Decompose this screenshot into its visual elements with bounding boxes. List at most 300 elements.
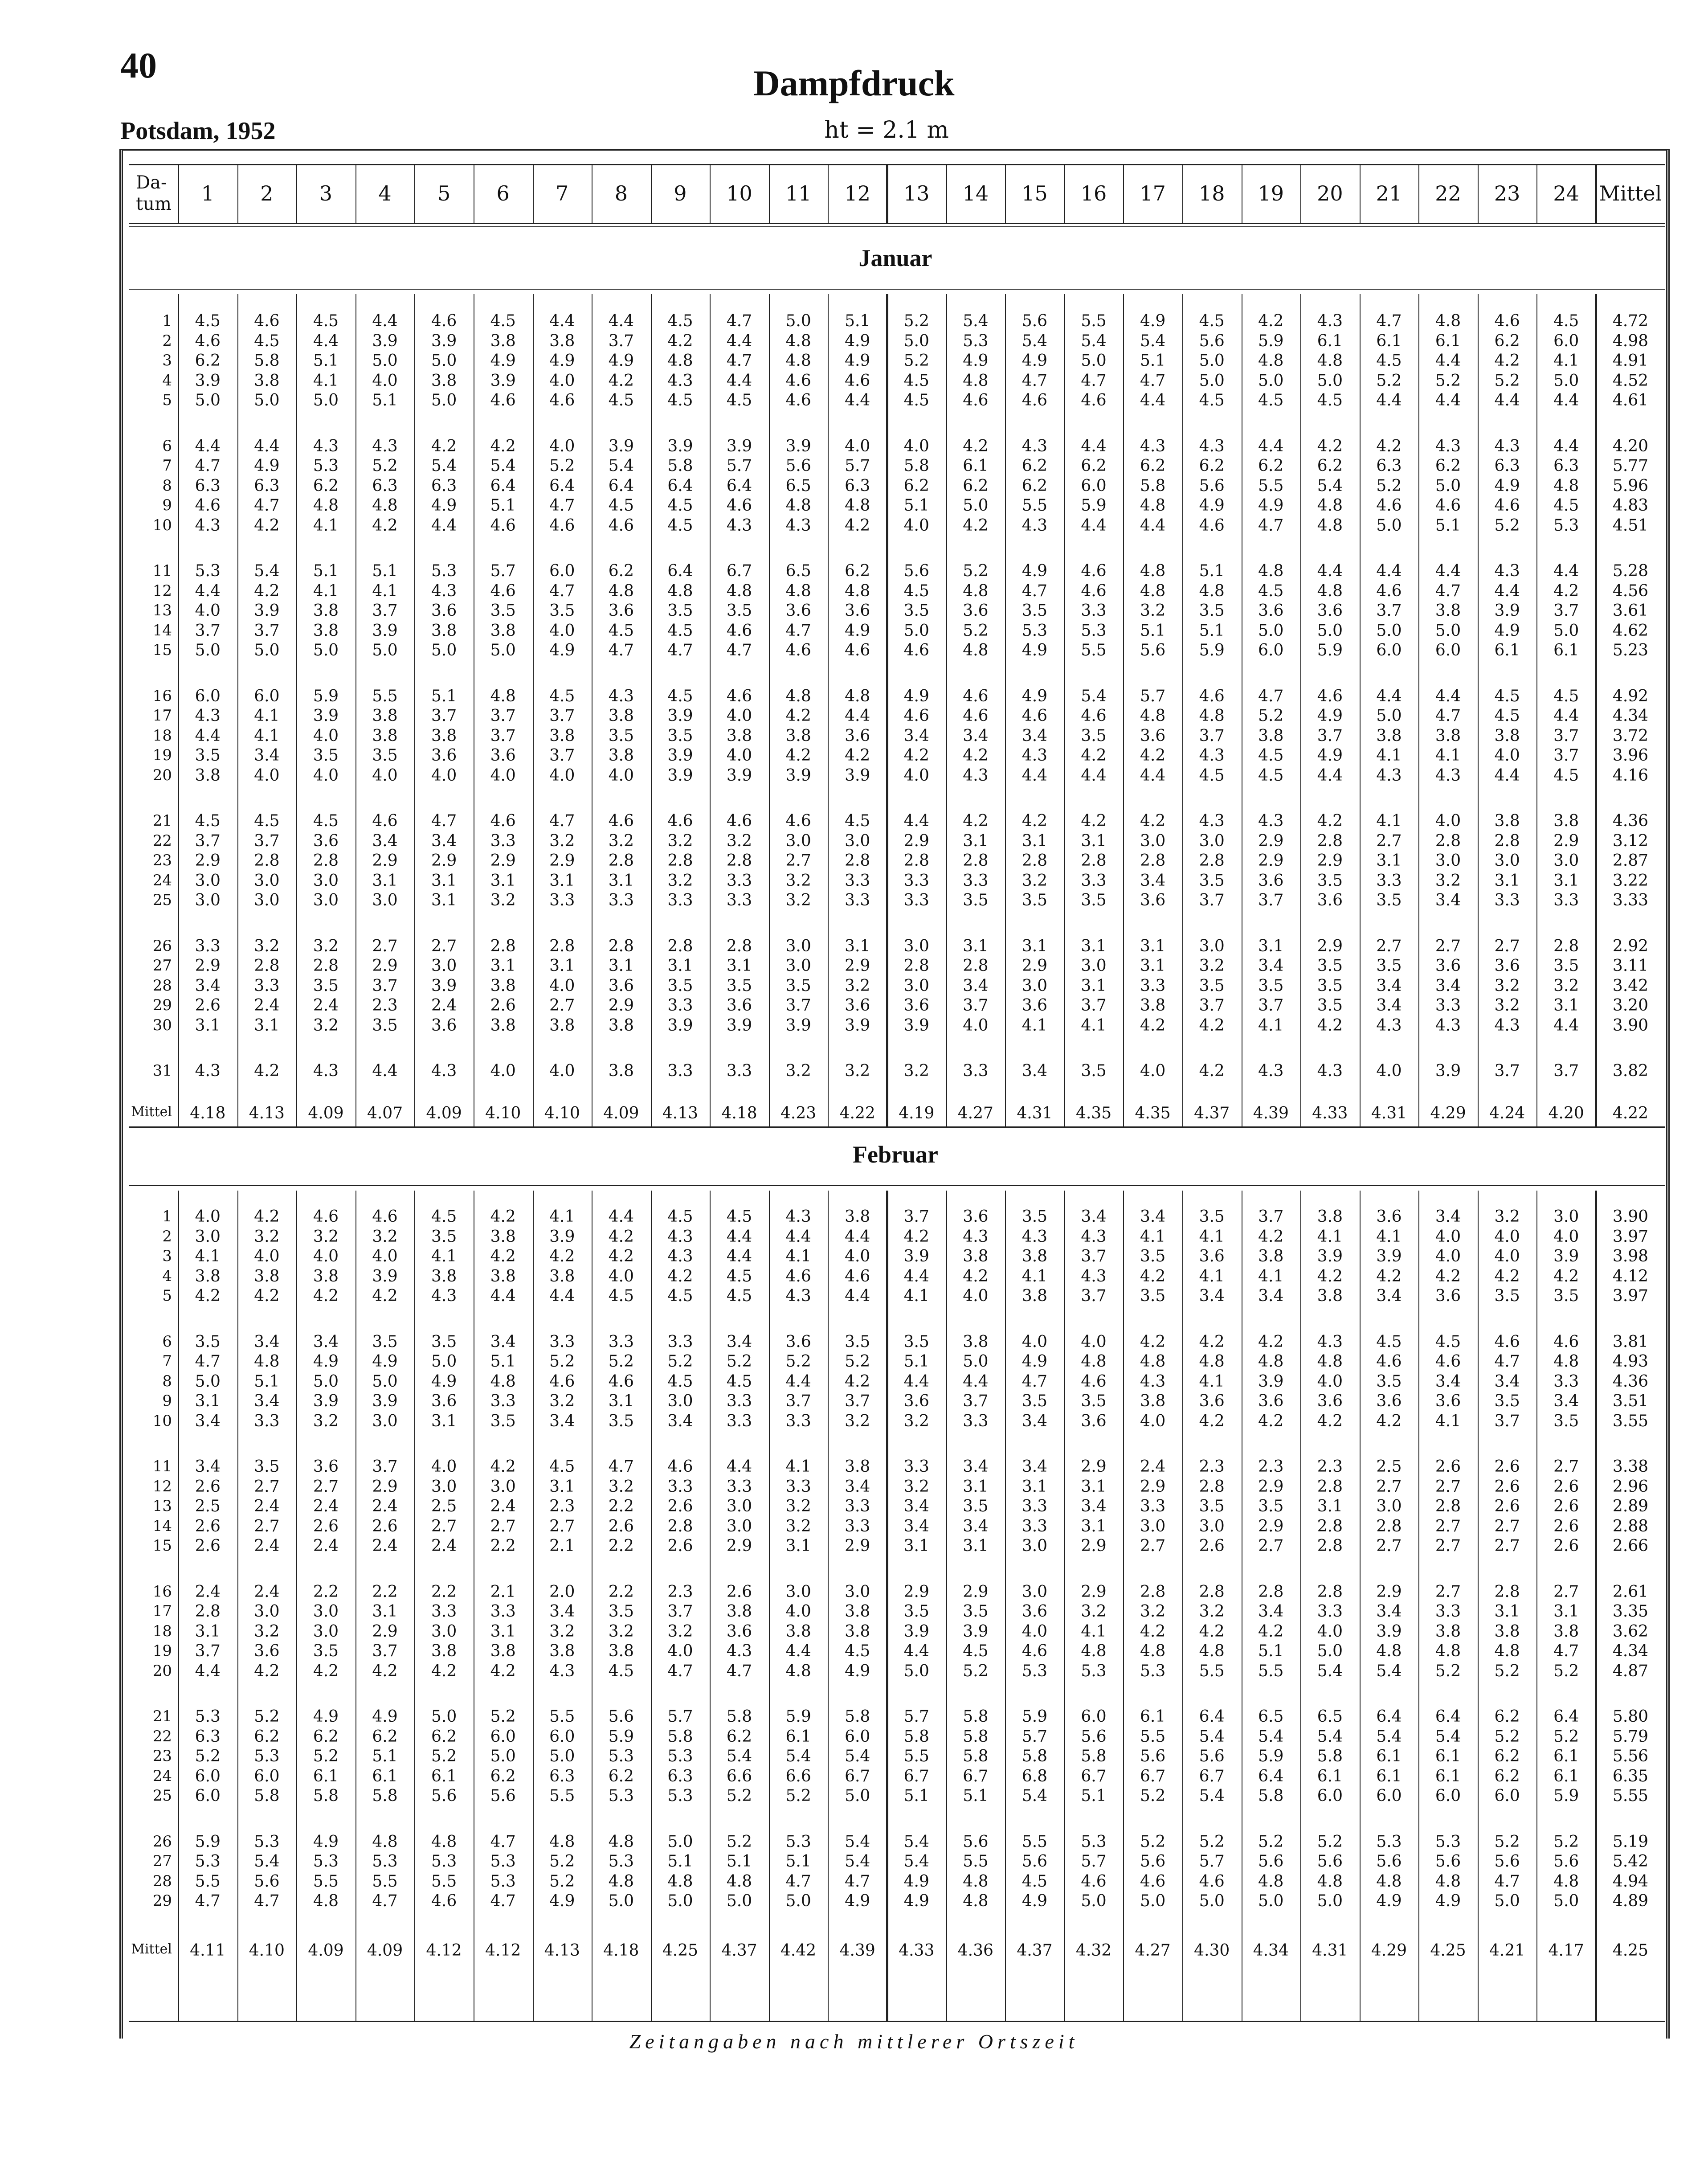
- table-cell: 5.6: [1435, 1852, 1461, 1871]
- table-cell: 6.3: [195, 1727, 221, 1746]
- table-cell: 4.6: [608, 516, 634, 535]
- table-cell: 4.1: [903, 1287, 929, 1305]
- table-cell: 4.3: [313, 1062, 339, 1080]
- table-cell: 3.2: [254, 937, 280, 955]
- table-cell: 3.7: [1081, 1287, 1107, 1305]
- table-cell: 4.5: [195, 812, 221, 830]
- table-cell: 3.7: [1199, 996, 1225, 1015]
- table-cell: 6.7: [726, 562, 752, 580]
- table-cell: 5.2: [903, 352, 929, 370]
- table-cell: 4.3: [1258, 812, 1284, 830]
- table-cell: 4.6: [1435, 496, 1461, 515]
- table-cell: 4.2: [1140, 1016, 1166, 1035]
- table-cell: 3.9: [490, 371, 516, 390]
- table-cell: 5.5: [549, 1707, 575, 1726]
- table-cell: 5.1: [1258, 1642, 1284, 1660]
- table-cell: 2.8: [313, 852, 339, 870]
- table-cell: 4.9: [1317, 746, 1343, 765]
- table-cell: 4.9: [1376, 1892, 1402, 1910]
- table-cell: 4.2: [1553, 1267, 1579, 1286]
- table-cell: 3.7: [667, 1602, 693, 1621]
- table-cell: 3.51: [1612, 1392, 1649, 1410]
- table-cell: 3.8: [490, 1227, 516, 1246]
- table-cell: 5.5: [1140, 1727, 1166, 1746]
- table-cell: 3.7: [372, 1457, 398, 1476]
- table-cell: 3.3: [1022, 1497, 1048, 1515]
- section-bottom-rule: [129, 2021, 1665, 2022]
- row-day-label: 1: [162, 1208, 172, 1225]
- table-cell: 4.9: [313, 1352, 339, 1371]
- table-cell: 4.4: [1317, 562, 1343, 580]
- table-cell: 3.0: [845, 1582, 870, 1601]
- table-cell: 5.7: [903, 1707, 929, 1726]
- table-cell: 3.3: [903, 871, 929, 890]
- table-cell: 3.1: [1553, 1602, 1579, 1621]
- table-cell: 4.8: [785, 496, 811, 515]
- table-cell: 5.2: [1317, 1832, 1343, 1851]
- table-cell: 5.1: [667, 1852, 693, 1871]
- table-cell: 4.9: [845, 1892, 870, 1910]
- table-cell: 4.1: [1022, 1016, 1048, 1035]
- table-cell: 3.6: [785, 602, 811, 620]
- table-cell: 3.4: [549, 1602, 575, 1621]
- table-cell: 6.0: [1081, 476, 1107, 495]
- table-cell: 6.1: [431, 1767, 457, 1785]
- table-cell: 3.0: [1494, 852, 1520, 870]
- table-cell: 3.7: [1258, 891, 1284, 909]
- table-cell: 4.3: [1140, 437, 1166, 455]
- row-day-label: 25: [152, 891, 172, 909]
- table-cell: 3.2: [608, 831, 634, 850]
- mean-cell: 4.18: [603, 1941, 639, 1960]
- table-cell: 5.0: [608, 1892, 634, 1910]
- table-cell: 6.0: [1494, 1787, 1520, 1805]
- table-cell: 4.0: [1494, 1227, 1520, 1246]
- table-cell: 5.0: [490, 641, 516, 659]
- table-cell: 3.0: [431, 1477, 457, 1496]
- table-cell: 2.8: [1258, 1582, 1284, 1601]
- table-cell: 6.0: [1258, 641, 1284, 659]
- table-cell: 3.0: [1435, 852, 1461, 870]
- header-column-rule: [1123, 164, 1124, 223]
- table-cell: 4.7: [845, 1872, 870, 1891]
- table-cell: 4.4: [1553, 562, 1579, 580]
- table-cell: 3.0: [431, 1622, 457, 1641]
- table-cell: 5.0: [431, 1707, 457, 1726]
- table-cell: 4.3: [1022, 746, 1048, 765]
- table-cell: 4.3: [1317, 1332, 1343, 1351]
- table-cell: 3.3: [549, 891, 575, 909]
- table-cell: 4.3: [1494, 562, 1520, 580]
- table-cell: 3.6: [1317, 602, 1343, 620]
- table-cell: 4.6: [195, 496, 221, 515]
- table-cell: 3.6: [1258, 871, 1284, 890]
- table-cell: 3.4: [1258, 957, 1284, 975]
- table-cell: 5.1: [490, 1352, 516, 1371]
- header-hour-3: 3: [319, 181, 333, 205]
- table-cell: 3.90: [1612, 1016, 1649, 1035]
- table-cell: 3.5: [431, 1332, 457, 1351]
- table-cell: 3.8: [195, 1267, 221, 1286]
- table-cell: 6.1: [1376, 1767, 1402, 1785]
- mean-cell: 4.09: [308, 1104, 344, 1122]
- table-cell: 4.4: [313, 332, 339, 350]
- table-cell: 2.9: [903, 831, 929, 850]
- header-hour-15: 15: [1022, 181, 1048, 205]
- table-cell: 5.2: [726, 1832, 752, 1851]
- table-cell: 6.2: [1435, 457, 1461, 475]
- header-column-rule: [414, 164, 415, 223]
- table-cell: 4.5: [667, 1287, 693, 1305]
- table-cell: 4.61: [1612, 391, 1649, 409]
- table-cell: 5.0: [785, 1892, 811, 1910]
- table-cell: 3.8: [845, 1457, 870, 1476]
- table-cell: 4.1: [431, 1247, 457, 1265]
- mean-cell: 4.22: [1612, 1104, 1649, 1122]
- row-day-label: 27: [152, 957, 172, 974]
- table-cell: 6.2: [1022, 457, 1048, 475]
- table-cell: 3.5: [667, 602, 693, 620]
- table-cell: 5.1: [1140, 352, 1166, 370]
- table-cell: 3.5: [1199, 1497, 1225, 1515]
- table-cell: 3.8: [1140, 1392, 1166, 1410]
- table-cell: 4.5: [1022, 1872, 1048, 1891]
- table-cell: 3.7: [1553, 1062, 1579, 1080]
- table-cell: 4.0: [549, 766, 575, 785]
- table-cell: 4.0: [372, 371, 398, 390]
- table-cell: 6.2: [1081, 457, 1107, 475]
- table-cell: 6.7: [1140, 1767, 1166, 1785]
- table-cell: 3.2: [785, 1517, 811, 1535]
- table-cell: 3.82: [1612, 1062, 1649, 1080]
- table-cell: 4.4: [372, 1062, 398, 1080]
- table-cell: 4.7: [667, 641, 693, 659]
- table-cell: 2.7: [254, 1517, 280, 1535]
- table-cell: 5.5: [372, 687, 398, 705]
- row-day-label: 16: [152, 1582, 172, 1601]
- table-cell: 4.8: [1258, 352, 1284, 370]
- table-cell: 3.8: [431, 726, 457, 745]
- table-cell: 5.6: [490, 1787, 516, 1805]
- table-cell: 6.0: [1317, 1787, 1343, 1805]
- table-cell: 3.1: [195, 1016, 221, 1035]
- table-cell: 3.6: [313, 1457, 339, 1476]
- header-hour-8: 8: [614, 181, 628, 205]
- table-cell: 3.0: [1199, 1517, 1225, 1535]
- table-cell: 3.2: [608, 1477, 634, 1496]
- table-cell: 3.8: [549, 726, 575, 745]
- table-cell: 5.9: [1553, 1787, 1579, 1805]
- table-cell: 5.3: [254, 1832, 280, 1851]
- table-cell: 2.2: [608, 1497, 634, 1515]
- table-cell: 4.36: [1612, 1372, 1649, 1391]
- table-cell: 4.5: [549, 1457, 575, 1476]
- table-cell: 3.4: [1435, 891, 1461, 909]
- header-column-rule: [1064, 164, 1065, 223]
- table-cell: 3.9: [1494, 602, 1520, 620]
- table-cell: 3.7: [549, 707, 575, 725]
- table-cell: 3.8: [490, 621, 516, 640]
- table-cell: 5.5: [903, 1747, 929, 1765]
- row-day-label: 23: [152, 852, 172, 869]
- table-cell: 2.92: [1612, 937, 1649, 955]
- table-cell: 4.4: [1494, 391, 1520, 409]
- table-cell: 6.4: [667, 476, 693, 495]
- table-cell: 5.6: [1199, 476, 1225, 495]
- table-cell: 5.6: [608, 1707, 634, 1726]
- table-cell: 5.0: [1376, 516, 1402, 535]
- table-cell: 5.5: [1022, 1832, 1048, 1851]
- table-cell: 4.6: [490, 516, 516, 535]
- mean-cell: 4.37: [721, 1941, 757, 1960]
- table-cell: 3.0: [726, 1497, 752, 1515]
- table-cell: 3.0: [431, 957, 457, 975]
- table-cell: 4.5: [1376, 352, 1402, 370]
- table-cell: 2.8: [1376, 1517, 1402, 1535]
- header-hour-14: 14: [962, 181, 989, 205]
- header-hour-11: 11: [785, 181, 812, 205]
- table-cell: 2.6: [1494, 1477, 1520, 1496]
- table-cell: 5.0: [549, 1747, 575, 1765]
- table-cell: 4.8: [608, 1832, 634, 1851]
- table-cell: 5.3: [1140, 1662, 1166, 1680]
- table-cell: 3.2: [313, 1016, 339, 1035]
- table-cell: 4.0: [1435, 812, 1461, 830]
- table-cell: 4.3: [1199, 812, 1225, 830]
- table-cell: 3.4: [1494, 1372, 1520, 1391]
- table-cell: 2.8: [608, 852, 634, 870]
- row-day-label: 30: [152, 1016, 172, 1034]
- table-cell: 4.7: [490, 1832, 516, 1851]
- table-cell: 4.6: [667, 1457, 693, 1476]
- table-cell: 3.4: [963, 726, 989, 745]
- table-cell: 5.2: [1435, 371, 1461, 390]
- table-cell: 6.2: [1494, 1747, 1520, 1765]
- table-cell: 4.6: [963, 391, 989, 409]
- table-cell: 2.9: [1081, 1537, 1107, 1555]
- table-cell: 3.7: [785, 1392, 811, 1410]
- table-cell: 3.7: [372, 976, 398, 995]
- header-column-rule: [1418, 164, 1419, 223]
- table-cell: 5.4: [1081, 687, 1107, 705]
- table-cell: 5.0: [1435, 621, 1461, 640]
- table-cell: 4.8: [313, 496, 339, 515]
- table-cell: 3.7: [1081, 996, 1107, 1015]
- table-cell: 5.1: [313, 352, 339, 370]
- table-cell: 4.6: [431, 1892, 457, 1910]
- table-cell: 3.5: [903, 1332, 929, 1351]
- table-cell: 6.0: [195, 1787, 221, 1805]
- table-cell: 5.2: [963, 1662, 989, 1680]
- table-cell: 3.2: [1199, 1602, 1225, 1621]
- table-cell: 3.1: [372, 1602, 398, 1621]
- table-cell: 2.8: [254, 957, 280, 975]
- table-cell: 3.4: [1081, 1497, 1107, 1515]
- table-cell: 4.5: [1376, 1332, 1402, 1351]
- table-cell: 4.9: [313, 1832, 339, 1851]
- table-cell: 4.9: [1317, 707, 1343, 725]
- table-cell: 2.7: [1553, 1582, 1579, 1601]
- table-cell: 3.0: [1553, 1208, 1579, 1226]
- table-cell: 4.34: [1612, 1642, 1649, 1660]
- table-cell: 5.0: [785, 312, 811, 330]
- table-cell: 4.1: [785, 1457, 811, 1476]
- table-cell: 5.3: [667, 1747, 693, 1765]
- table-cell: 5.2: [963, 621, 989, 640]
- table-cell: 4.2: [785, 707, 811, 725]
- table-cell: 3.8: [785, 1622, 811, 1641]
- table-cell: 3.9: [608, 437, 634, 455]
- table-cell: 3.8: [490, 1016, 516, 1035]
- table-cell: 4.8: [726, 581, 752, 600]
- table-cell: 3.5: [667, 726, 693, 745]
- table-cell: 4.5: [1199, 391, 1225, 409]
- table-cell: 2.3: [1258, 1457, 1284, 1476]
- table-cell: 2.7: [1376, 1537, 1402, 1555]
- table-cell: 2.8: [845, 852, 870, 870]
- table-cell: 4.3: [667, 1247, 693, 1265]
- table-cell: 4.5: [726, 1267, 752, 1286]
- table-cell: 4.7: [726, 352, 752, 370]
- table-cell: 2.2: [490, 1537, 516, 1555]
- table-cell: 3.3: [963, 1062, 989, 1080]
- table-cell: 4.1: [1199, 1372, 1225, 1391]
- table-cell: 3.2: [667, 871, 693, 890]
- table-cell: 5.4: [785, 1747, 811, 1765]
- mean-cell: 4.25: [1430, 1941, 1466, 1960]
- table-cell: 4.20: [1612, 437, 1649, 455]
- table-cell: 3.9: [372, 332, 398, 350]
- table-cell: 4.3: [549, 1662, 575, 1680]
- table-cell: 4.9: [549, 641, 575, 659]
- table-cell: 4.8: [490, 687, 516, 705]
- table-cell: 2.6: [667, 1497, 693, 1515]
- table-cell: 3.1: [254, 1016, 280, 1035]
- table-cell: 6.2: [1494, 1767, 1520, 1785]
- table-cell: 3.0: [195, 891, 221, 909]
- table-cell: 3.8: [431, 1267, 457, 1286]
- mean-cell: 4.13: [544, 1941, 580, 1960]
- table-cell: 3.2: [313, 1412, 339, 1430]
- table-cell: 4.4: [726, 1457, 752, 1476]
- table-cell: 2.6: [667, 1537, 693, 1555]
- table-cell: 4.0: [845, 437, 870, 455]
- table-cell: 4.3: [1494, 437, 1520, 455]
- table-cell: 3.3: [667, 996, 693, 1015]
- table-cell: 5.0: [431, 1352, 457, 1371]
- table-cell: 4.2: [1022, 812, 1048, 830]
- table-cell: 3.20: [1612, 996, 1649, 1015]
- table-cell: 3.1: [1022, 1477, 1048, 1496]
- table-cell: 4.4: [845, 707, 870, 725]
- table-cell: 3.7: [845, 1392, 870, 1410]
- table-cell: 3.8: [1494, 1622, 1520, 1641]
- table-cell: 4.3: [1022, 516, 1048, 535]
- table-cell: 3.3: [667, 1062, 693, 1080]
- table-cell: 3.8: [254, 1267, 280, 1286]
- table-cell: 4.3: [1199, 746, 1225, 765]
- mean-cell: 4.12: [485, 1941, 521, 1960]
- table-cell: 3.5: [903, 1602, 929, 1621]
- table-cell: 3.3: [1317, 1602, 1343, 1621]
- table-cell: 6.5: [785, 476, 811, 495]
- table-cell: 3.6: [608, 976, 634, 995]
- table-cell: 5.0: [1317, 371, 1343, 390]
- mean-cell: 4.07: [367, 1104, 403, 1122]
- table-cell: 5.6: [1317, 1852, 1343, 1871]
- table-cell: 3.7: [963, 1392, 989, 1410]
- table-cell: 4.4: [1494, 766, 1520, 785]
- table-cell: 5.0: [313, 391, 339, 409]
- table-cell: 4.6: [1494, 1332, 1520, 1351]
- table-cell: 5.7: [1081, 1852, 1107, 1871]
- table-cell: 4.1: [1081, 1622, 1107, 1641]
- table-cell: 4.5: [1258, 746, 1284, 765]
- table-cell: 4.6: [1494, 496, 1520, 515]
- row-day-label: 8: [162, 476, 172, 495]
- table-cell: 5.0: [963, 496, 989, 515]
- table-cell: 5.42: [1612, 1852, 1649, 1871]
- table-cell: 6.4: [549, 476, 575, 495]
- table-cell: 3.2: [313, 937, 339, 955]
- table-cell: 2.9: [608, 996, 634, 1015]
- table-cell: 5.4: [1258, 1727, 1284, 1746]
- table-cell: 4.7: [667, 1662, 693, 1680]
- mean-cell: 4.09: [426, 1104, 462, 1122]
- table-cell: 3.7: [1553, 602, 1579, 620]
- table-cell: 4.6: [1081, 562, 1107, 580]
- table-cell: 4.4: [903, 1267, 929, 1286]
- table-cell: 3.9: [785, 437, 811, 455]
- table-cell: 5.4: [1317, 1727, 1343, 1746]
- table-cell: 4.4: [903, 1372, 929, 1391]
- header-column-rule: [533, 164, 534, 223]
- table-cell: 3.4: [903, 1517, 929, 1535]
- table-cell: 5.4: [1376, 1662, 1402, 1680]
- header-column-rule: [1478, 164, 1479, 223]
- table-cell: 5.3: [1022, 621, 1048, 640]
- table-cell: 4.4: [845, 1287, 870, 1305]
- table-cell: 5.9: [313, 687, 339, 705]
- table-cell: 4.6: [1081, 707, 1107, 725]
- table-cell: 4.6: [372, 812, 398, 830]
- table-cell: 5.0: [431, 352, 457, 370]
- table-cell: 3.1: [963, 1477, 989, 1496]
- table-cell: 3.5: [1553, 957, 1579, 975]
- table-cell: 3.5: [1494, 1287, 1520, 1305]
- table-cell: 4.94: [1612, 1872, 1649, 1891]
- table-cell: 4.0: [490, 766, 516, 785]
- table-cell: 5.1: [903, 496, 929, 515]
- table-cell: 5.1: [1199, 621, 1225, 640]
- table-cell: 4.3: [726, 516, 752, 535]
- table-cell: 4.2: [845, 746, 870, 765]
- table-cell: 4.3: [1081, 1267, 1107, 1286]
- row-day-label: 19: [152, 1642, 172, 1660]
- mean-cell: 4.13: [662, 1104, 699, 1122]
- table-cell: 4.6: [195, 332, 221, 350]
- table-cell: 3.1: [1140, 957, 1166, 975]
- table-cell: 4.2: [431, 1662, 457, 1680]
- table-cell: 6.7: [963, 1767, 989, 1785]
- table-cell: 3.7: [254, 621, 280, 640]
- table-cell: 4.0: [785, 1602, 811, 1621]
- table-cell: 5.2: [431, 1747, 457, 1765]
- table-cell: 6.2: [490, 1767, 516, 1785]
- table-cell: 3.9: [903, 1016, 929, 1035]
- table-cell: 4.0: [963, 1287, 989, 1305]
- table-cell: 4.5: [903, 391, 929, 409]
